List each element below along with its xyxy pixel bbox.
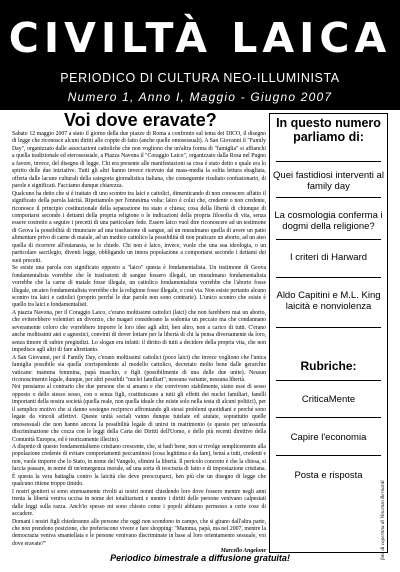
article-paragraph: I nostri genitori si sono strenuamente rivolti ai nostri nonni chiedendo loro dove fossero mentre negli anni trenta la libertà veniva uccisa in nome dei totalitarismi e mentre i diritti delle persone venivano calpestati dalle leggi sulla razza. Anch'io spesso mi sono chiesto come i popoli abbiano permesso a certe cose di accadere.	[12, 488, 266, 518]
newspaper-title: CIVILTÀ LAICA	[8, 14, 392, 62]
article-paragraph: A piazza Navona, per il Coraggio Laico, c'erano moltissimi cattolici (laici) che non farebbero mai un aborto, che eviterebbero volentieri un divorzio, che magari considerano la sodomia un peccato ma che condannano severamente coloro che vorrebbero imporre le loro idee agli altri, ben altro, non a carico di tutti. C'erano anche moltissimi atei e agnostici, convinti di dover lottare per la libertà di chi la pensa diversamente da loro, senza timore di subire pregiudizi. Lo slogan era infatti: il diritto di tutti a decidere della propria vita, che non impedisce agli altri di fare altrettanto.	[12, 309, 266, 354]
article-signature: Marcello Angelone	[220, 548, 266, 555]
toc-title-line: parliamo di:	[293, 129, 364, 144]
rubrica-capire-economia[interactable]: Capire l'economia	[290, 432, 367, 443]
divider	[276, 327, 381, 328]
article-paragraph: Noi pensiamo al contrario che due persone che si amano e che convivono stabilmente, siano esse di sesso opposto o dello stesso sesso, con o senza figli, costituiscano a tutti gli effetti dei nuclei familiari, fanelli importanti della nostra società (quella reale, non quella ideale che esiste solo nella testa di alcuni politici), per il semplice motivo che si danno sostegno reciproco affrontando gli stessi problemi quotidiani e perché sono legate da vincoli affettivi. Queste unità sociali vanno dunque tutelate ed aiutate, soprattutto quelle omosessuali che non hanno ancora la possibilità legale di unirsi in matrimonio (e questo per un'assurda discriminazione che cozza con le leggi della Carta dei Diritti dell'Uomo, e delle più recenti direttive della Comunità Europea, ed è teoricamente illecito).	[12, 384, 266, 443]
toc-item-harward[interactable]	[270, 252, 387, 263]
article-paragraph: Qualcuno ha detto che si è trattato di uno scontro tra laici e cattolici, dimenticando di non conoscere affatto il significato della parola laicità. Ripetiamolo per l'ennesima volta: laico è colui che, credente o non credente, riconosce il principio costituzionale della separazione tra stato e chiesa; cosa della libertà di chiunque di comportarsi secondo i dettami della propria religione o le indicazioni della propria filosofia di vita, senza essere costretto a seguire i precetti di una particolare fede. Essere laico vuol dire riconoscere ad un testimone di Geova la possibilità di rinunciare ad una trasfusione di sangue, ad un musulmano quella di avere un patto alimentare privo di carne di maiale, ad un medico cattolico la possibilità di non praticare un aborto, ad un ateo quella di ricorrere all'eutanasia, se lo chiede. Chi non è laico, invece, vuole che una sua ideologia, o un particolare sacrilegio, diventi legge, obbligando un intera popolazione a comportarsi secondo i dettami dei suoi precetti.	[12, 190, 266, 264]
rubriche-heading: Rubriche:	[300, 359, 357, 373]
article-paragraph: A dispetto di questo fondamentalismo cristiano crescente, che, si badi bene, non si rivolge semplicemente alla popolazione credente di evitare comportamenti peccaminosi (cosa legittima e da fare), bensì a tutti, credenti e non, vuole imporre che lo Stato, in nome del Vangelo, elimini la libertà. Il pericolo concreto è che la chiesa, si faccia passare, in nome di un'emergenza morale, ad una sorta di teocrazia di fatto e di impostazione cristiana. È questa la vera battaglia contro la laicità che deve preoccuparci, ben più che un disegno di legge che qualcuno ritiene troppo timido.	[12, 444, 266, 488]
photo-credit: foto di copertina di Vincenzo Bernardi	[380, 480, 386, 560]
toc-item-line: Quei fastidiosi interventi al	[273, 170, 384, 181]
toc-item-capitini-king[interactable]	[270, 290, 387, 312]
toc-item-line: laicità e nonviolenza	[285, 301, 372, 312]
divider	[276, 239, 381, 240]
toc-item-line: dogmi della religione?	[282, 221, 375, 232]
article-body	[12, 131, 266, 555]
toc-item-line: family day	[307, 181, 350, 192]
toc-title	[270, 117, 387, 144]
divider	[276, 197, 381, 198]
article-paragraph: Domani i nostri figli chiederanno alle persone che oggi non scendono in campo, che si girano dall'altra parte, che non prendono posizione, che preferiscono vivere e fare shopping: "Mamma, papà, ma nel 2007, mentre la democrazia veniva smantellata e le persone venivano discriminate in base al loro orientamento sessuale, voi dove eravate?"	[12, 518, 266, 547]
divider	[276, 455, 381, 456]
toc-item-line: La cosmologia conferma i	[274, 210, 383, 221]
divider	[276, 161, 381, 162]
toc-item-line: I criteri di Harward	[289, 252, 368, 263]
rubrica-posta-risposta[interactable]: Posta e risposta	[294, 470, 363, 481]
footer-tagline: Periodico bimestrale a diffusione gratuita!	[110, 553, 290, 563]
toc-item-family-day[interactable]	[270, 170, 387, 192]
divider	[276, 380, 381, 381]
divider	[276, 277, 381, 278]
divider	[276, 417, 381, 418]
issue-info: Numero 1, Anno I, Maggio - Giugno 2007	[67, 90, 333, 104]
rubrica-criticamente[interactable]: CriticaMente	[301, 394, 356, 405]
masthead	[0, 0, 400, 110]
article-paragraph: A San Giovanni, per il Family Day, c'erano moltissimi cattolici (poco laici) che invece vogliono che l'unica famiglia possibile sia quella corrispondente al modello cattolico, decretato molto bene dalle gerarchie vaticane: mamma femmina, papà maschio, e figli (possibilmente di una delle due unite). Nessun riconoscimento legale, dunque, per altri possibili "nuclei familiari", nessuna variante, nessuna libertà.	[12, 354, 266, 383]
article-headline: Voi dove eravate?	[64, 110, 217, 130]
article-paragraph: Se esiste una parola con significato opposto a "laico" questa è fondamentalista. Un testimone di Geova fondamentalista vorrebbe che le trasfusioni di sangue fossero illegali, un musulmano fondamentalista vorrebbe che la carne di maiale fosse illegale, un cattolico fondamentalista vorrebbe che l'aborto fosse illegale, un ateo fondamentalista vorrebbe che la religione fosse illegale, e così via. Non esiste pertanto alcuno scontro tra laici e cattolici (proprio perché le due parole non sono contrarie). L'unico scontro che esiste è quello tra laici e fondamentalisti.	[12, 265, 266, 309]
toc-title-line: In questo numero	[276, 116, 381, 130]
newspaper-subtitle: PERIODICO DI CULTURA NEO-ILLUMINISTA	[60, 71, 340, 85]
table-of-contents-box	[269, 113, 388, 553]
toc-item-line: Aldo Capitini e M.L. King	[276, 290, 381, 301]
toc-item-cosmologia[interactable]	[270, 210, 387, 232]
article-paragraph: Sabato 12 maggio 2007 a stato il giorno della due piazze di Roma a confronto sul tema dei DICO, il disegno di legge che riconosce alcuni diritti alle coppie di fatto (anche quelle omosessuali). A San Giovanni il "Family Day", organizzato dalle associazioni cattoliche che non vogliono che un'altra forma di "famiglia" si affianchi a quella tradizionale ed eterosessuale, a Piazza Navona il "Coraggio Laico", organizzato dalla Rosa nel Pugno a favore, invece, del disegno di legge. Chi era presente alle manifestazioni sa cosa è stato detto e quale era lo spirito delle due iniziative. Tutti gli altri hanno invece ricevuto dai mass-media la solita lettura sbagliata, offerta dalle lacune culturali della categoria giornalistica italiana, che conseguente risultato confusionario, di parole e significati. Facciamo dunque chiarezza.	[12, 131, 266, 190]
